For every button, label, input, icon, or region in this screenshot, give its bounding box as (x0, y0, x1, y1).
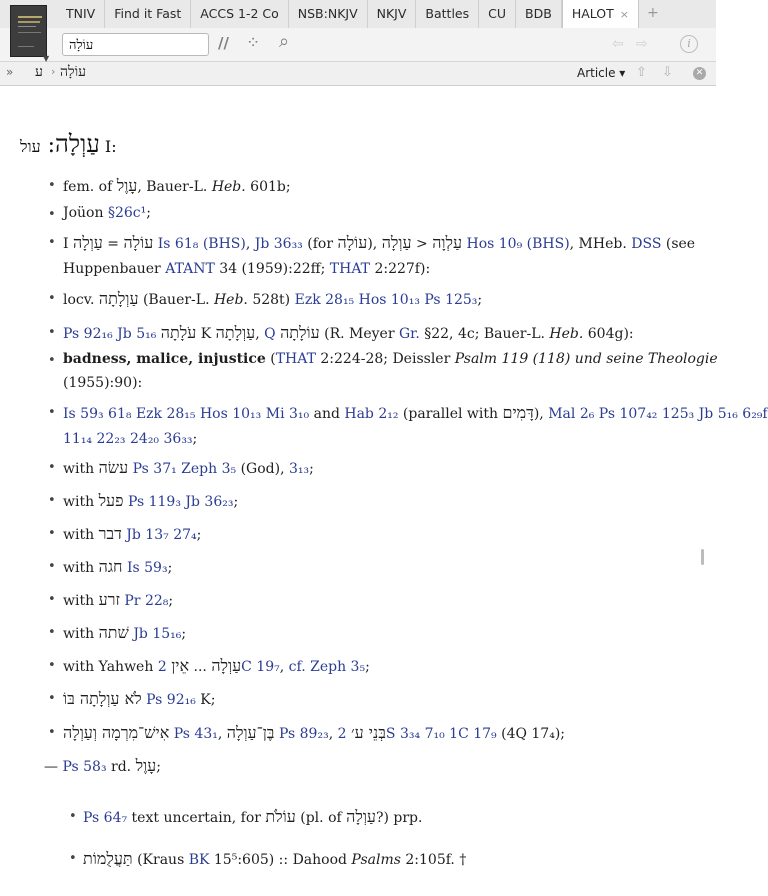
hebrew-text: עוֹלָתָה (280, 323, 320, 342)
reference-link[interactable]: 2S 3₃₄ (337, 726, 421, 742)
tab-label: Find it Fast (114, 6, 182, 21)
hebrew-text: חגה (98, 557, 123, 576)
hebrew-text: דָּמִים (502, 403, 534, 422)
entry-text: (parallel with (398, 406, 503, 422)
hebrew-text: עשׂה (98, 458, 129, 477)
entry-text: ; (146, 205, 151, 221)
reference-link[interactable]: Ps 107₄₂ (598, 406, 658, 422)
reference-link[interactable]: Jb 15₁₆ (133, 626, 182, 642)
entry-line (63, 289, 482, 309)
reference-link[interactable]: Ps 37₁ (132, 461, 177, 477)
headword-root: עול (20, 137, 41, 156)
entry-text: , Bauer-L. (137, 179, 212, 195)
reference-link[interactable]: Is 59₃ (63, 406, 104, 422)
reference-link[interactable]: cf. Zeph 3₅ (288, 659, 366, 675)
entry-text: — (44, 759, 63, 775)
entry-text: rd. (106, 759, 136, 775)
hebrew-text: עַלְוָה (432, 233, 463, 252)
book-cover-thumbnail[interactable] (10, 5, 47, 57)
tab-label: NSB:NKJV (297, 6, 358, 21)
entry-text: ( (265, 351, 276, 367)
reference-link[interactable]: 3₁₃ (289, 461, 310, 477)
entry-text: ; (156, 759, 161, 775)
entry-line (63, 458, 314, 478)
reference-link[interactable]: 22₂₃ (96, 431, 126, 447)
entry-text: (pl. of (295, 810, 347, 826)
bullet-icon: • (48, 325, 56, 340)
entry-text: , MHeb. (569, 236, 632, 252)
visual-filter-icon[interactable]: ⁘ (246, 33, 261, 53)
breadcrumb-separator: › (51, 65, 56, 78)
hebrew-text: עוֹלֹת (265, 807, 296, 826)
entry-line (83, 849, 466, 869)
bullet-icon: • (48, 291, 56, 306)
entry-text: < (411, 236, 433, 252)
info-icon[interactable]: i (680, 35, 698, 53)
entry-text: 15⁵:605) :: Dahood (209, 852, 352, 868)
hebrew-text: תַּעֲלֻמוֹת (83, 849, 133, 868)
hebrew-text: אִישׁ־מִרְמָה וְעַוְלָה (63, 723, 170, 742)
reference-link[interactable]: (BHS) (526, 236, 570, 252)
hebrew-text: זרע (98, 590, 120, 609)
tab-nsb-nkjv[interactable] (289, 0, 368, 28)
entry-text: ; (196, 527, 202, 543)
hebrew-text: בֶּן־עַוְלָה (226, 723, 275, 742)
entry-text: ; (192, 431, 198, 447)
bullet-icon: • (48, 405, 56, 420)
entry-text: ), (533, 406, 549, 422)
reference-link[interactable]: Q (264, 326, 276, 342)
bullet-icon: • (48, 658, 56, 673)
italic-text: Psalms (351, 852, 401, 868)
reference-link[interactable]: THAT (275, 351, 316, 367)
reference-link[interactable]: 7₁₀ (424, 726, 445, 742)
reference-link[interactable]: Ps 92₁₆ (146, 692, 196, 708)
hebrew-text: דבר (98, 524, 122, 543)
breadcrumb (0, 61, 716, 86)
bullet-icon: • (48, 592, 56, 607)
entry-text: , (245, 236, 255, 252)
entry-text: with (63, 494, 99, 510)
entry-text: (1955):90): (63, 375, 143, 391)
entry-line (63, 524, 201, 544)
entry-text: = (102, 236, 124, 252)
reference-link[interactable]: Jb 5₁₆ (698, 406, 738, 422)
reference-link[interactable]: 36₃₃ (163, 431, 193, 447)
tab-nkjv[interactable] (368, 0, 417, 28)
hebrew-text: עַוְלָה (346, 807, 376, 826)
entry-text: 34 (1959):22ff; (214, 261, 330, 277)
reference-link[interactable]: 27₄ (173, 527, 197, 543)
reference-link[interactable]: 6₂₉f (742, 406, 768, 422)
expand-panel-icon[interactable]: » (6, 65, 14, 79)
tab-bdb[interactable] (516, 0, 562, 28)
entry-line (63, 431, 197, 447)
close-icon[interactable]: ✕ (693, 67, 706, 80)
reference-link[interactable]: Hab 2₁₂ (344, 406, 399, 422)
entry-line (63, 176, 291, 196)
entry-text: , (279, 659, 289, 675)
reference-link[interactable]: Jb 5₁₆ (117, 326, 157, 342)
reference-link[interactable]: (BHS) (202, 236, 246, 252)
tab-halot[interactable] (562, 0, 639, 29)
entry-line (63, 351, 718, 367)
hebrew-text: אֵין (171, 656, 190, 675)
entry-text: K; (195, 692, 216, 708)
entry-text: locv. (63, 292, 99, 308)
italic-text: Psalm 119 (118) und seine Theologie (454, 351, 718, 367)
entry-line (63, 491, 238, 511)
entry-text: with (63, 527, 99, 543)
entry-line (63, 205, 151, 221)
entry-text: text uncertain, for (127, 810, 266, 826)
reference-link[interactable]: Jb 13₇ (126, 527, 169, 543)
reference-link[interactable]: Ps 119₃ (127, 494, 181, 510)
reference-link[interactable]: Hos 10₁₃ (199, 406, 262, 422)
tab-label: CU (488, 6, 507, 21)
reference-link[interactable]: Zeph 3₅ (181, 461, 237, 477)
reference-link[interactable]: 61₈ (108, 406, 132, 422)
entry-text: ; (167, 560, 173, 576)
reference-link[interactable]: 2C 19₇ (157, 659, 280, 675)
reference-link[interactable]: DSS (631, 236, 662, 252)
entry-text: 2:105f. † (400, 852, 467, 868)
entry-text: 528t) (247, 292, 295, 308)
bullet-icon: • (69, 809, 77, 824)
parallel-resources-icon[interactable]: // (218, 34, 229, 52)
hebrew-text: עֹלָתָה (160, 323, 197, 342)
reference-link[interactable]: 1C 17₉ (449, 726, 497, 742)
entry-text: 604g): (583, 326, 634, 342)
bullet-icon: • (48, 691, 56, 706)
entry-text: ; (181, 626, 187, 642)
toolbar (0, 28, 716, 61)
bullet-icon: • (48, 725, 56, 740)
reference-link[interactable]: Ps 64₇ (83, 810, 128, 826)
bullet-icon: • (48, 207, 56, 222)
entry-text: (see (661, 236, 696, 252)
bullet-icon: • (48, 625, 56, 640)
hebrew-text: פעל (98, 491, 124, 510)
hebrew-text: עַוְלָה (211, 656, 242, 675)
reference-link[interactable]: Ps 43₁ (173, 726, 218, 742)
reference-link[interactable]: Hos 10₁₃ (358, 292, 420, 308)
entry-text: (R. Meyer (319, 326, 399, 342)
hebrew-text: עוֹלָה (123, 233, 154, 252)
entry-text: , (217, 726, 227, 742)
tab-label: BDB (525, 6, 552, 21)
entry-text: with Yahweh (63, 659, 158, 675)
entry-text: fem. of (63, 179, 117, 195)
tab-strip (57, 0, 667, 28)
bullet-icon: • (48, 460, 56, 475)
entry-text: with (63, 461, 99, 477)
chevron-down-icon[interactable]: ▼ (43, 54, 50, 63)
hebrew-text: עַוְלָתָה (98, 289, 139, 308)
entry-text: ; (477, 292, 483, 308)
tab-accs[interactable] (191, 0, 288, 28)
reference-input[interactable] (62, 33, 209, 56)
tab-label: HALOT (571, 6, 614, 21)
back-arrow-icon[interactable]: ⇦ (612, 36, 624, 52)
entry-line (63, 689, 215, 709)
entry-line (63, 233, 695, 253)
bullet-icon: • (48, 493, 56, 508)
entry-line (63, 590, 173, 610)
entry-line (83, 807, 422, 827)
tab-tniv[interactable] (57, 0, 105, 28)
tab-battles[interactable] (416, 0, 479, 28)
entry-text: (Bauer-L. (138, 292, 214, 308)
new-tab-button[interactable]: + (646, 5, 659, 21)
tab-label: ACCS 1-2 Co (200, 6, 279, 21)
entry-text: ; (309, 461, 314, 477)
reference-link[interactable]: BK (188, 852, 210, 868)
reference-link[interactable]: Ps 125₃ (424, 292, 478, 308)
reference-link[interactable]: Mal 2₆ (548, 406, 595, 422)
entry-text: 2:224-28; Deissler (315, 351, 455, 367)
entry-text: with (63, 593, 99, 609)
italic-text: Heb. (549, 326, 584, 342)
entry-text: , (328, 726, 338, 742)
tab-find-it-fast[interactable] (105, 0, 191, 28)
hebrew-text: עַוְלָתָה (215, 323, 256, 342)
tab-label: TNIV (66, 6, 96, 21)
entry-text: (Kraus (132, 852, 189, 868)
entry-line (63, 623, 186, 643)
reference-link[interactable]: ATANT (165, 261, 215, 277)
search-icon[interactable]: ⌕ (279, 31, 290, 52)
reference-link[interactable]: Ps 92₁₆ (63, 326, 113, 342)
entry-text: ), (367, 236, 382, 252)
entry-text: with (63, 560, 99, 576)
tab-bar (0, 0, 716, 29)
headword-homonym: I (99, 137, 112, 156)
hebrew-text: עוֹלָה (337, 233, 368, 252)
entry-line (63, 375, 142, 391)
entry-line (63, 403, 768, 423)
reference-link[interactable]: Mi 3₁₀ (265, 406, 310, 422)
italic-text: Heb. (211, 179, 246, 195)
entry-text: §22, 4c; Bauer-L. (419, 326, 550, 342)
entry-text: and (309, 406, 345, 422)
forward-arrow-icon[interactable]: ⇨ (636, 36, 648, 52)
entry-text: with (63, 626, 99, 642)
bullet-icon: • (48, 526, 56, 541)
bullet-icon: • (48, 353, 56, 368)
bullet-icon: • (48, 559, 56, 574)
entry-line (63, 656, 370, 676)
entry-text: K (196, 326, 216, 342)
previous-article-icon[interactable]: ⇧ (636, 65, 647, 80)
hebrew-text: עָוֶל (135, 756, 157, 775)
entry-line (63, 261, 430, 277)
reference-link[interactable]: §26c¹ (107, 205, 147, 221)
bullet-icon: • (69, 851, 77, 866)
headword-hebrew: עַוְלָה (55, 130, 100, 158)
breadcrumb-letter[interactable]: ע (35, 64, 43, 80)
reference-link[interactable]: THAT (329, 261, 370, 277)
entry-text: (God), (236, 461, 289, 477)
entry-text: I (63, 236, 73, 252)
reference-link[interactable]: Is 59₃ (126, 560, 168, 576)
entry-text: Joüon (63, 205, 108, 221)
entry-text: 2:227f): (370, 261, 431, 277)
tab-close-icon[interactable]: × (619, 8, 629, 21)
gloss-text: badness, malice, injustice (63, 351, 266, 367)
entry-line (63, 723, 565, 743)
reference-link[interactable]: Ps 89₂₃ (278, 726, 329, 742)
reference-link[interactable]: 125₃ (661, 406, 695, 422)
article-dropdown[interactable]: Article ▾ (577, 66, 626, 80)
hebrew-text: עָוֶל (116, 176, 138, 195)
reference-link[interactable]: Jb 36₂₃ (185, 494, 234, 510)
reference-link[interactable]: Pr 22₈ (124, 593, 169, 609)
entry-text: 601b; (245, 179, 291, 195)
breadcrumb-entry[interactable]: עוֹלָה (60, 64, 87, 80)
entry-text: ?) prp. (375, 810, 423, 826)
next-article-icon[interactable]: ⇩ (662, 65, 673, 80)
entry-text: ; (168, 593, 174, 609)
bullet-icon: • (48, 178, 56, 193)
entry-text: (4Q 17₄); (496, 726, 566, 742)
scrollbar-thumb[interactable] (701, 549, 704, 565)
entry-line (63, 557, 172, 577)
reference-link[interactable]: 11₁₄ (63, 431, 93, 447)
entry-headword: עַוְלָה: עול I: (20, 130, 117, 158)
reference-link[interactable]: Is 61₈ (157, 236, 199, 252)
hebrew-text: לֹא עַוְלָתָה בּוֹ (63, 689, 142, 708)
reference-link[interactable]: Ezk 28₁₅ (135, 406, 196, 422)
tab-label: NKJV (376, 6, 407, 21)
tab-cu[interactable] (479, 0, 516, 28)
entry-text: ; (233, 494, 239, 510)
hebrew-text: עַוְלָה (72, 233, 103, 252)
reference-link[interactable]: Ps 58₃ (62, 759, 107, 775)
tab-label: Battles (425, 6, 470, 21)
hebrew-text: בְּנֵי ע׳ (350, 723, 386, 742)
entry-text: Huppenbauer (63, 261, 166, 277)
entry-text: (for (302, 236, 338, 252)
reference-link[interactable]: Ezk 28₁₅ (294, 292, 355, 308)
entry-line (63, 323, 634, 343)
bullet-icon: • (48, 235, 56, 250)
entry-text: , (255, 326, 265, 342)
hebrew-text: שׁתה (98, 623, 129, 642)
reference-link[interactable]: 24₂₀ (130, 431, 160, 447)
reference-link[interactable]: Gr. (398, 326, 420, 342)
italic-text: Heb. (213, 292, 248, 308)
article-pane (0, 86, 768, 896)
reference-link[interactable]: Jb 36₃₃ (254, 236, 303, 252)
entry-text: ... (189, 659, 212, 675)
entry-line (44, 756, 161, 776)
reference-link[interactable]: Hos 10₉ (466, 236, 523, 252)
entry-text: ; (365, 659, 370, 675)
hebrew-text: עַוְלָה (381, 233, 412, 252)
